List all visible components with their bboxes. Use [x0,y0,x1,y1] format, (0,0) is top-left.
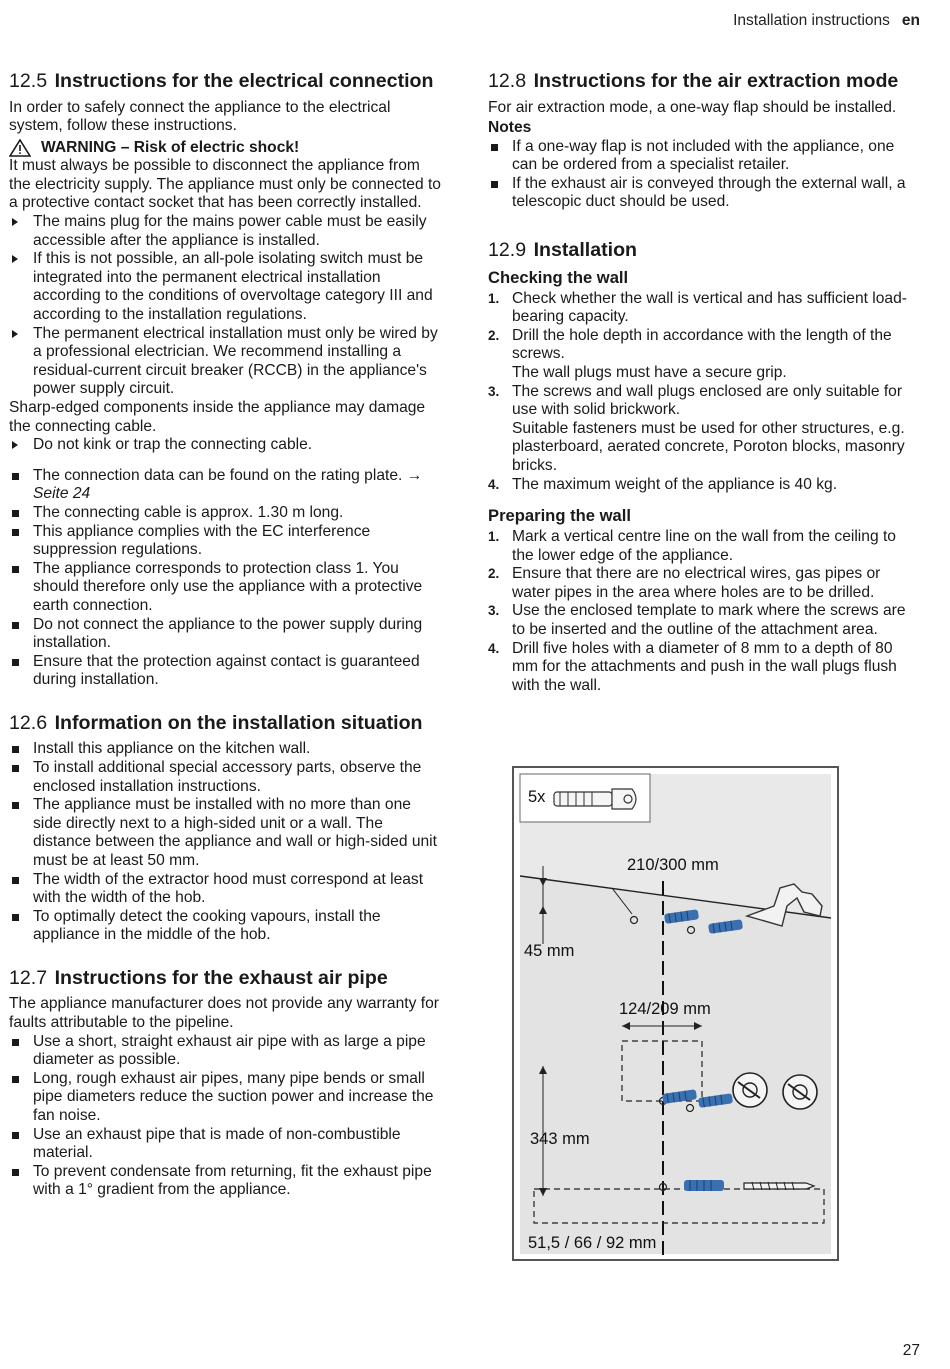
page-number: 27 [902,1342,920,1360]
numbered-list [488,528,920,695]
dimension-label-ceiling: 45 mm [524,942,575,960]
step-number: 1. [488,529,500,545]
numbered-list [488,290,920,495]
step-text: Ensure that there are no electrical wires, gas pipes or water pipes in the area where holes are to be drilled. [512,565,881,601]
step-number: 4. [488,476,500,492]
list-item: If this is not possible, an all-pole isolating switch must be integrated into the permanent electrical installation according to the conditions of overvoltage category III and according to the installation regulations. [9,250,441,324]
list-item: Install this appliance on the kitchen wall. [9,740,441,759]
section-number: 12.6 [9,711,48,734]
list-item: The permanent electrical installation must only be wired by a professional electrician. We recommend installing a residual-current circuit breaker (RCCB) in the appliance's power supply circuit. [9,325,441,399]
washer-screw-icon [783,1075,817,1109]
dimension-label-middle: 124/209 mm [619,1000,711,1018]
step-number: 2. [488,327,500,343]
bullet-list [9,1033,441,1200]
bullet-list [9,740,441,945]
section-title: Information on the installation situation [54,711,423,734]
step-number: 2. [488,566,500,582]
subheading-preparing-wall: Preparing the wall [488,506,631,526]
left-column [9,70,441,1200]
list-item: The appliance must be installed with no more than one side directly next to a high-sided unit or a wall. The distance between the appliance and wall or high-sided unit must be at least 50 mm. [9,796,441,870]
list-item-text: The connection data can be found on the rating plate. [33,466,407,484]
step-number: 3. [488,383,500,399]
list-item: Do not connect the appliance to the power supply during installation. [9,616,441,653]
screw-and-plug-icon [554,789,636,809]
dimension-label-top: 210/300 mm [627,856,719,874]
wall-mounting-diagram [512,766,839,1261]
step-text: Drill the hole depth in accordance with the length of the screws. [512,326,892,363]
section-12-9 [488,239,920,695]
list-item: If the exhaust air is conveyed through the external wall, a telescopic duct should be used. [488,175,920,212]
washer-screw-icon [733,1073,767,1107]
list-item [488,327,920,383]
subheading-checking-wall: Checking the wall [488,267,629,287]
step-text: The maximum weight of the appliance is 40 kg. [512,475,838,493]
list-item: If a one-way flap is not included with the appliance, one can be ordered from a specialist retailer. [488,138,920,175]
list-item [488,476,920,495]
intro-text: For air extraction mode, a one-way flap should be installed. [488,98,897,116]
bullet-list [9,467,441,690]
section-heading [9,967,441,990]
list-item: The appliance corresponds to protection class 1. You should therefore only use the appliance with a protective earth connection. [9,560,441,616]
action-list [9,213,441,399]
list-item [488,565,920,602]
section-12-7 [9,967,441,1200]
list-item: To install additional special accessory parts, observe the enclosed installation instructions. [9,759,441,796]
list-item: Long, rough exhaust air pipes, many pipe bends or small pipe diameters reduce the suction power and increase the fan noise. [9,1070,441,1126]
intro-text: In order to safely connect the appliance to the electrical system, follow these instructions. [9,98,391,135]
section-title: Instructions for the air extraction mode [533,70,899,92]
notes-label: Notes [488,119,532,137]
section-heading [488,70,920,93]
section-12-5 [9,70,441,690]
step-text: Drill five holes with a diameter of 8 mm to a depth of 80 mm for the attachments and push in the wall plugs flush with the wall. [512,639,897,694]
section-heading [488,239,920,262]
list-item [488,640,920,696]
warning-label: WARNING – Risk of electric shock! [41,138,300,156]
list-item: Ensure that the protection against contact is guaranteed during installation. [9,653,441,690]
step-text: Suitable fasteners must be used for other structures, e.g. plasterboard, aerated concrete, Poroton blocks, masonry bricks. [512,419,905,474]
step-number: 1. [488,290,500,306]
list-item [488,528,920,565]
step-text: The wall plugs must have a secure grip. [512,363,787,381]
header-title: Installation instructions [733,12,890,29]
bullet-list [488,138,920,212]
list-item: To optimally detect the cooking vapours, install the appliance in the middle of the hob. [9,908,441,945]
intro-text: The appliance manufacturer does not provide any warranty for faults attributable to the pipeline. [9,995,439,1032]
list-item: Use an exhaust pipe that is made of non-combustible material. [9,1126,441,1163]
section-number: 12.8 [488,70,527,92]
list-item: The width of the extractor hood must correspond at least with the width of the hob. [9,871,441,908]
list-item [488,290,920,327]
section-heading [9,712,441,735]
dimension-label-height: 343 mm [530,1130,590,1148]
step-number: 3. [488,603,500,619]
section-12-8 [488,70,920,212]
caution-text: Sharp-edged components inside the appliance may damage the connecting cable. [9,399,426,435]
list-item [488,383,920,476]
list-item: To prevent condensate from returning, fit the exhaust pipe with a 1° gradient from the appliance. [9,1163,441,1200]
list-item: This appliance complies with the EC interference suppression regulations. [9,523,441,560]
warning-heading [9,139,441,158]
section-title: Instructions for the electrical connection [54,70,434,92]
running-header [733,12,920,31]
step-number: 4. [488,640,500,656]
list-item [488,602,920,639]
page-reference-link[interactable]: Seite 24 [33,485,91,503]
list-item: Do not kink or trap the connecting cable. [9,436,441,455]
header-language: en [901,12,920,29]
screw-icon [744,1182,814,1190]
step-text: The screws and wall plugs enclosed are only suitable for use with solid brickwork. [512,382,903,419]
right-column [488,70,920,695]
section-number: 12.5 [9,70,48,92]
step-text: Use the enclosed template to mark where the screws are to be inserted and the outline of the attachment area. [512,602,906,639]
dimension-label-bottom: 51,5 / 66 / 92 mm [528,1234,657,1252]
action-list [9,436,441,455]
plug-count-label: 5x [528,788,546,806]
list-item [9,467,441,504]
list-item: The connecting cable is approx. 1.30 m long. [9,504,441,523]
list-item: Use a short, straight exhaust air pipe with as large a pipe diameter as possible. [9,1033,441,1070]
step-text: Mark a vertical centre line on the wall from the ceiling to the lower edge of the appliance. [512,528,896,564]
step-text: Check whether the wall is vertical and has sufficient load-bearing capacity. [512,289,907,326]
warning-icon [9,139,31,157]
section-number: 12.9 [488,239,527,262]
section-title: Instructions for the exhaust air pipe [54,966,388,989]
section-heading [9,70,441,93]
warning-text: It must always be possible to disconnect the appliance from the electricity supply. The appliance must only be connected to a protective contact socket that has been correctly installed. [9,157,441,212]
section-title: Installation [533,239,638,262]
arrow-icon: → [406,466,423,484]
list-item: The mains plug for the mains power cable must be easily accessible after the appliance is installed. [9,213,441,250]
section-number: 12.7 [9,966,48,989]
section-12-6 [9,712,441,945]
wall-plug [684,1180,724,1191]
